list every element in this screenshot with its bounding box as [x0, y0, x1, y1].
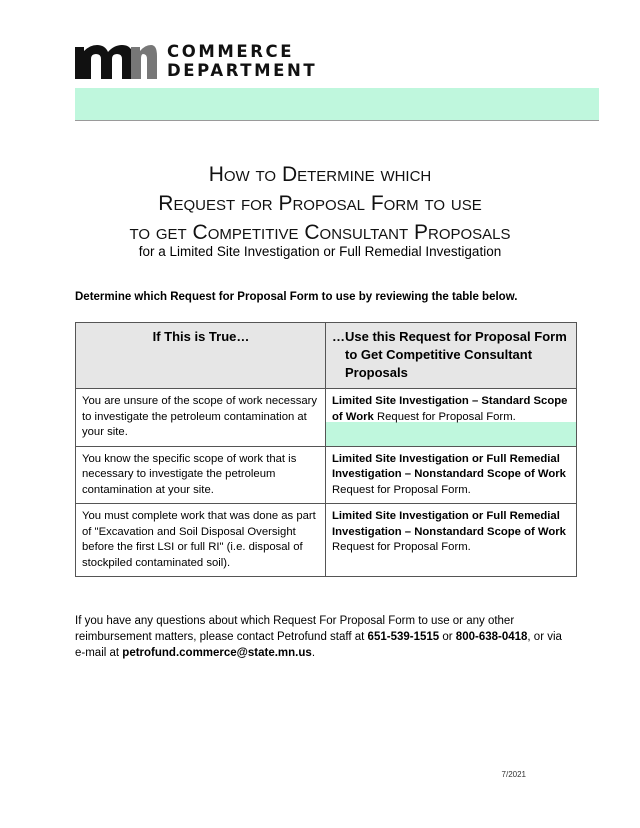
- period: .: [311, 647, 316, 659]
- org-line1: COMMERCE: [167, 42, 295, 61]
- col2-header-line1: …Use this Request for Proposal Form: [332, 329, 567, 344]
- org-line2: DEPARTMENT: [167, 61, 318, 80]
- table-row: [76, 389, 577, 447]
- form-name: Limited Site Investigation – Standard Scope of Work: [332, 395, 568, 423]
- title-line3: to get Competitive Consultant Proposals: [129, 221, 511, 244]
- rfp-table: [75, 322, 577, 577]
- phone-number-1[interactable]: 651-539-1515: [367, 631, 440, 643]
- form-suffix: Request for Proposal Form.: [332, 483, 471, 496]
- contact-text: If you have any questions about which Request For Proposal Form to use or any other reimbursement matters, please contact Petrofund staff at: [75, 615, 515, 643]
- or-text: or: [439, 631, 456, 643]
- table-header-row: [76, 323, 577, 389]
- intro-text: Determine which Request for Proposal Form to use by reviewing the table below.: [75, 291, 518, 303]
- row-form: [326, 446, 577, 504]
- contact-paragraph: [75, 613, 575, 661]
- row-condition: You are unsure of the scope of work necessary to investigate the petroleum contamination at your site.: [76, 389, 326, 447]
- header-band: [75, 88, 599, 121]
- row-form: [326, 389, 577, 447]
- title-line2: Request for Proposal Form to use: [158, 192, 482, 215]
- page-subtitle: for a Limited Site Investigation or Full Remedial Investigation: [138, 244, 502, 259]
- col2-header-rest: to Get Competitive Consultant Proposals: [345, 347, 533, 380]
- table-row: [76, 446, 577, 504]
- form-name: Limited Site Investigation or Full Remedial Investigation – Nonstandard Scope of Work: [332, 452, 566, 480]
- col1-header: If This is True…: [76, 323, 326, 389]
- table-row: [76, 504, 577, 577]
- mn-commerce-logo: [75, 42, 317, 80]
- page-title: [0, 160, 640, 247]
- form-suffix: Request for Proposal Form.: [373, 410, 516, 423]
- row-condition: You know the specific scope of work that is necessary to investigate the petroleum contamination at your site.: [76, 446, 326, 504]
- mn-logo-mark-icon: [75, 43, 157, 79]
- col2-header: [326, 323, 577, 389]
- form-suffix: Request for Proposal Form.: [332, 541, 471, 553]
- phone-number-2[interactable]: 800-638-0418: [455, 631, 528, 643]
- email-intro: , or via e-mail at: [75, 631, 562, 659]
- highlight-band: [326, 422, 576, 446]
- revision-date: 7/2021: [501, 770, 526, 779]
- form-name: Limited Site Investigation or Full Remedial Investigation – Nonstandard Scope of Work: [332, 510, 566, 538]
- title-line1: How to Determine which: [208, 163, 432, 186]
- email-link[interactable]: petrofund.commerce@state.mn.us: [122, 647, 312, 659]
- row-form: [326, 504, 577, 577]
- row-condition: You must complete work that was done as part of "Excavation and Soil Disposal Oversight before the first LSI or full RI" (i.e. disposal of stockpiled contaminated soil).: [76, 504, 326, 577]
